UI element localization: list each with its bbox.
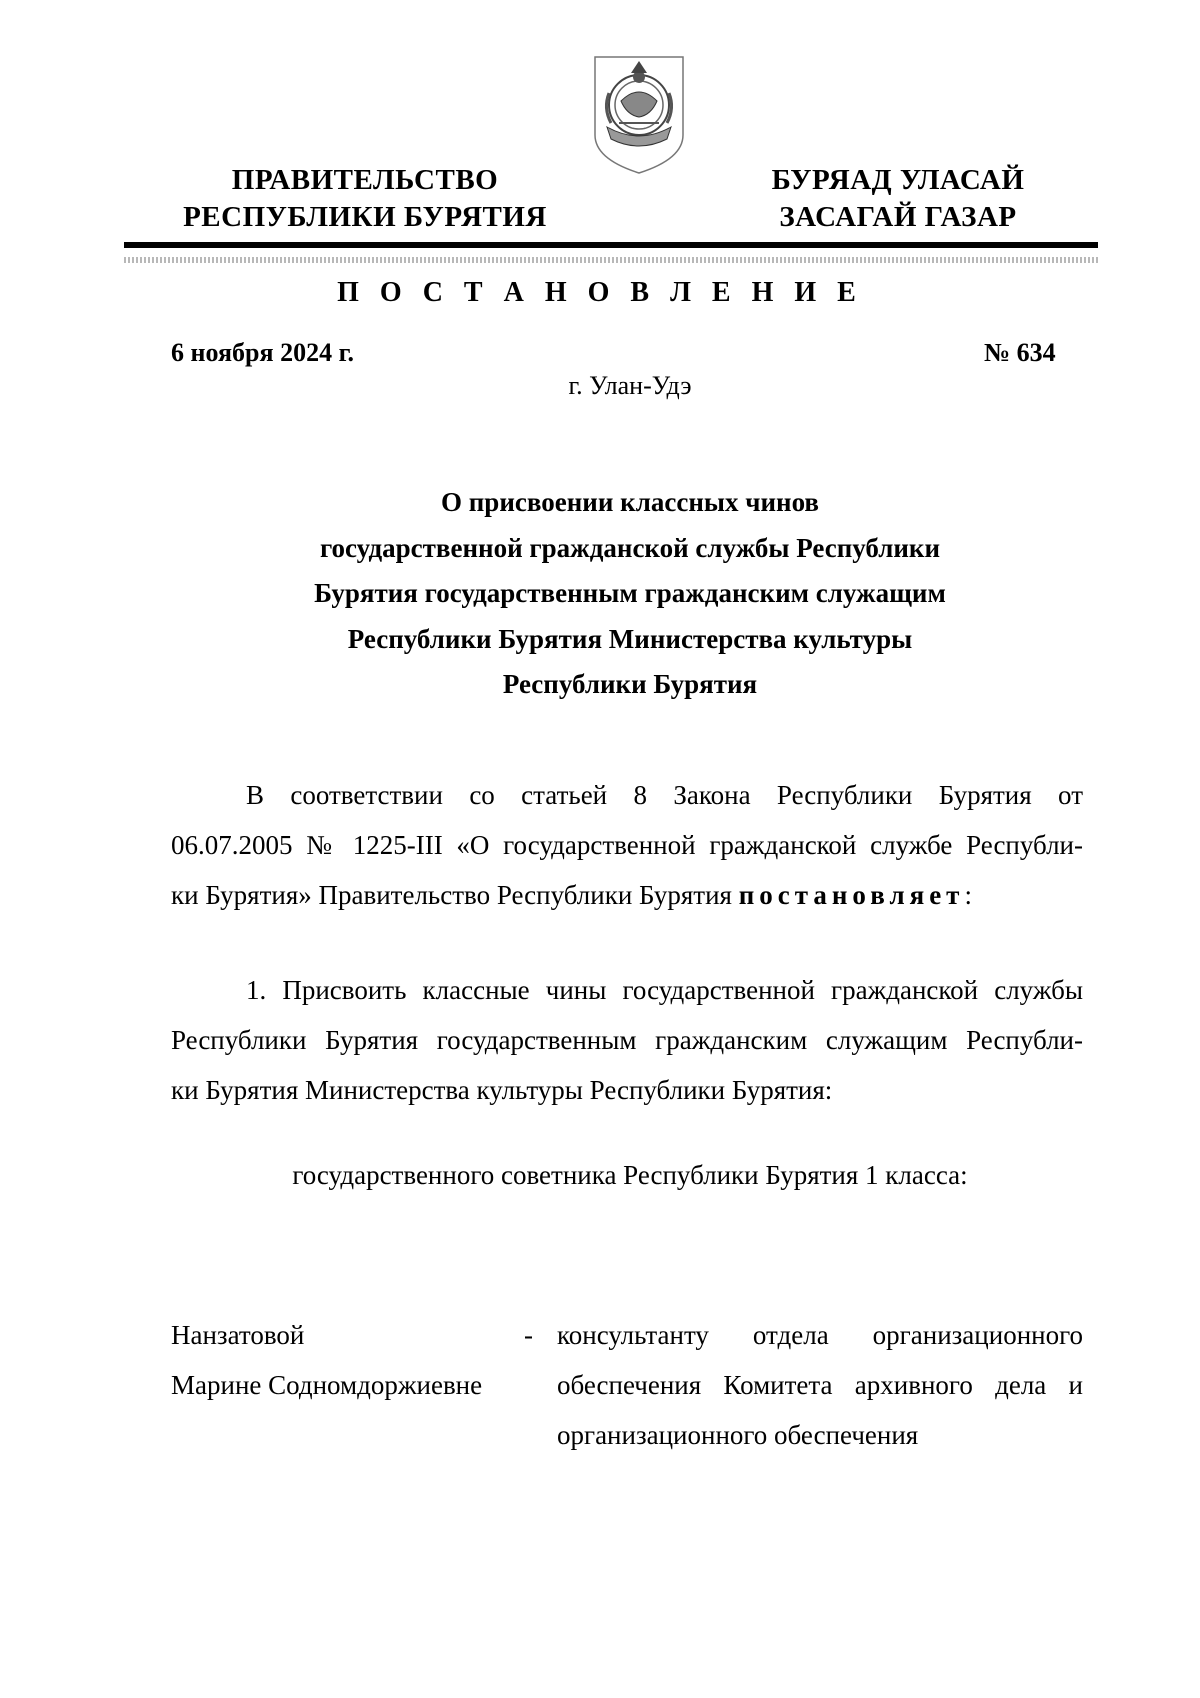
document-title <box>220 480 1040 708</box>
document-date: 6 ноября 2024 г. <box>171 338 354 367</box>
paragraph-line: Республики Бурятия государственным гражданским служащим Республи- <box>171 1025 1083 1055</box>
paragraph-line: ки Бурятия Министерства культуры Республики Бурятия: <box>171 1075 833 1105</box>
title-line: Республики Бурятия Министерства культуры <box>347 623 913 654</box>
document-number: № 634 <box>984 338 1056 367</box>
position-line: консультанту отдела организационного <box>557 1320 1083 1350</box>
position-line: организационного обеспечения <box>557 1420 919 1450</box>
title-line: Республики Бурятия <box>502 669 758 699</box>
decree-verb: постановляет <box>738 880 965 910</box>
issuer-line: ПРАВИТЕЛЬСТВО <box>231 164 499 196</box>
item-1-paragraph <box>171 965 1083 1115</box>
header-divider-dotted <box>124 257 1098 263</box>
paragraph-line: 06.07.2005 № 1225-III «О государственной гражданской службе Республи- <box>171 830 1083 860</box>
appointee-name <box>171 1310 482 1410</box>
title-line: Бурятия государственным гражданским служащим <box>314 578 946 608</box>
issuer-line: ЗАСАГАЙ ГАЗАР <box>779 201 1017 233</box>
appointee-given-name: Марине Содномдоржиевне <box>171 1370 483 1400</box>
document-type: П О С Т А Н О В Л Е Н И Е <box>337 277 863 308</box>
paragraph-line: В соответствии со статьей 8 Закона Республики Бурятия от <box>246 780 1083 810</box>
paragraph-line: 1. Присвоить классные чины государственной гражданской службы <box>246 975 1083 1005</box>
title-line: О присвоении классных чинов <box>441 487 819 517</box>
preamble-paragraph <box>171 770 1083 920</box>
position-line: обеспечения Комитета архивного дела и <box>557 1370 1083 1400</box>
coat-of-arms-icon <box>589 53 689 176</box>
issuer-name-russian <box>170 162 560 236</box>
rank-heading: государственного советника Республики Бурятия 1 класса: <box>292 1160 968 1190</box>
paragraph-line <box>171 870 1083 920</box>
appointee-position <box>557 1310 1083 1460</box>
appointee-dash: - <box>524 1320 533 1350</box>
paragraph-text: ки Бурятия» Правительство Республики Бурятия <box>171 880 739 910</box>
paragraph-punctuation: : <box>964 880 972 910</box>
document-city: г. Улан-Удэ <box>568 371 692 400</box>
issuer-line: РЕСПУБЛИКИ БУРЯТИЯ <box>183 201 547 233</box>
issuer-name-buryat <box>748 162 1048 236</box>
appointee-surname: Нанзатовой <box>171 1320 305 1350</box>
header-divider <box>124 242 1098 248</box>
issuer-line: БУРЯАД УЛАСАЙ <box>771 164 1025 196</box>
title-line: государственной гражданской службы Республики <box>319 532 941 563</box>
